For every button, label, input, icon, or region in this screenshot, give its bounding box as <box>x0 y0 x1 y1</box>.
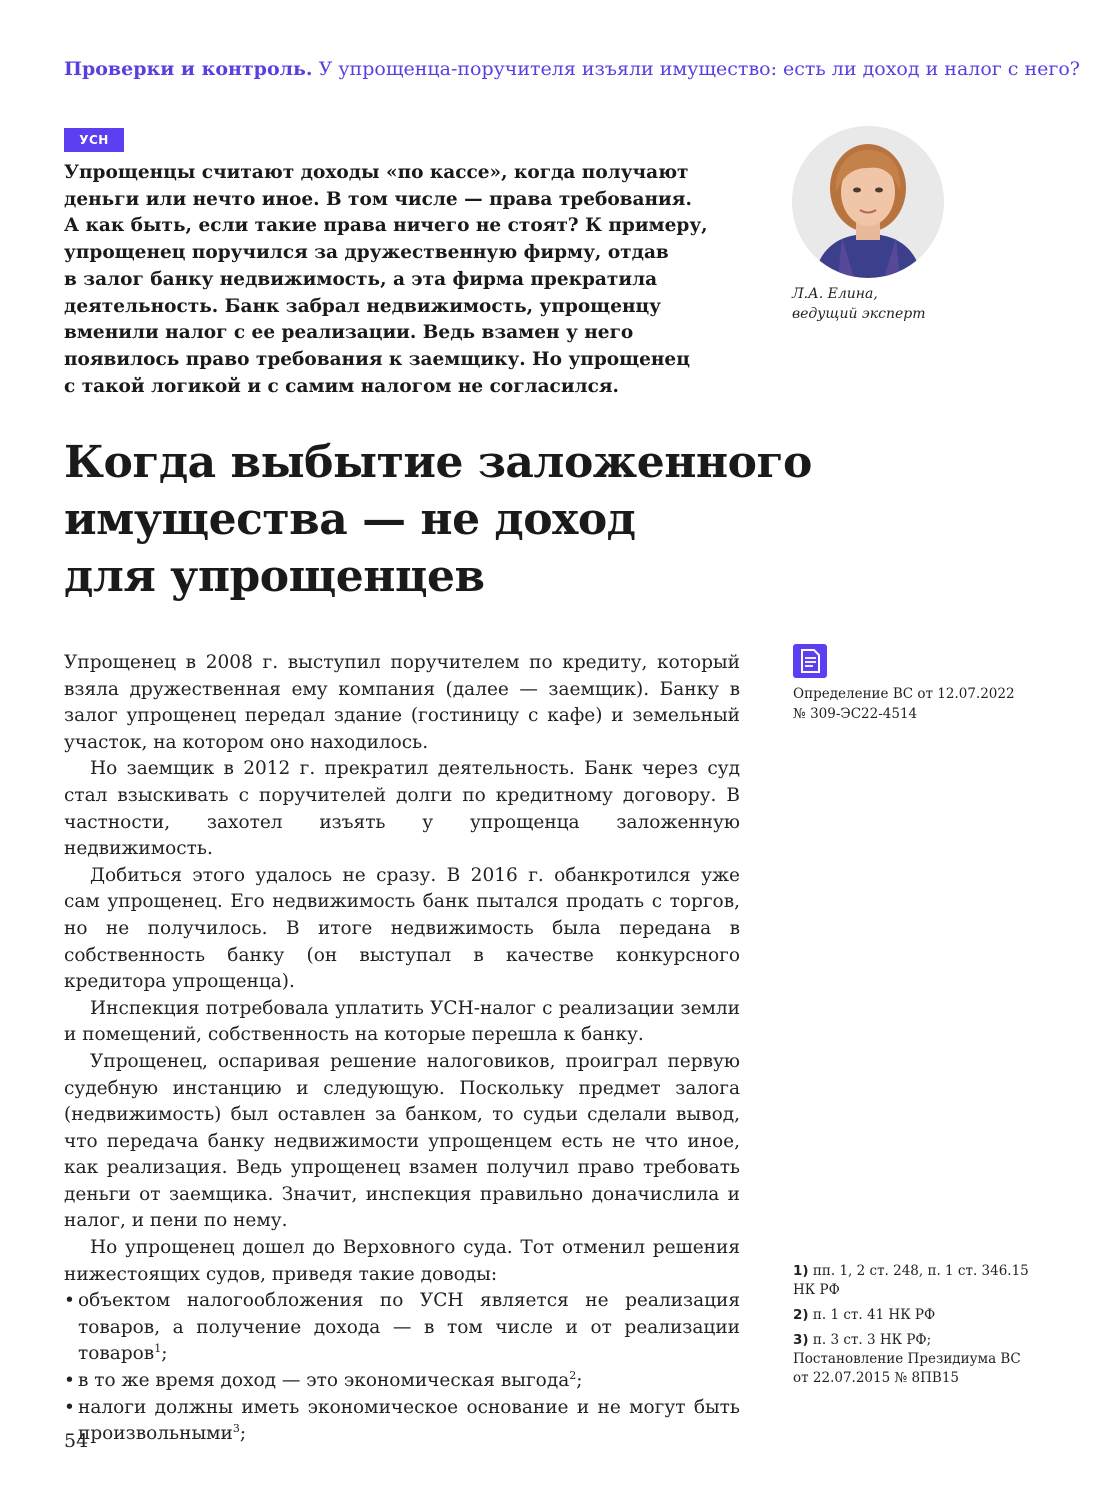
footnote-number: 1) <box>793 1263 809 1279</box>
list-item-end: ; <box>576 1370 583 1392</box>
list-item-text: налоги должны иметь экономическое основание и не могут быть произвольными <box>78 1396 740 1445</box>
lead-line: появилось право требования к заемщику. Но упрощенец <box>64 348 690 370</box>
footnotes <box>793 1262 1033 1394</box>
footnote-text: п. 1 ст. 41 НК РФ <box>812 1307 936 1323</box>
footnote <box>793 1306 1033 1325</box>
footnote <box>793 1331 1033 1388</box>
body-paragraph: Инспекция потребовала уплатить УСН-налог с реализации земли и помещений, собственность на которые перешла к банку. <box>64 997 740 1046</box>
body-paragraph: Упрощенец в 2008 г. выступил поручителем по кредиту, который взяла дружественная ему компания (далее — заемщик). Банку в залог упрощенец передал здание (гостиницу с кафе) и земельный участок, на котором оно находилось. <box>64 652 740 753</box>
category-tag: УСН <box>64 128 124 152</box>
author-caption <box>792 284 1052 324</box>
footnote-marker: 1 <box>154 1342 162 1356</box>
list-item <box>64 1288 740 1368</box>
author-name: Л.А. Елина, <box>792 286 878 302</box>
list-item <box>64 1368 740 1395</box>
author-portrait-illustration <box>792 126 944 278</box>
running-header <box>64 56 1080 82</box>
footnote-text: п. 3 ст. 3 НК РФ; Постановление Президиума ВС от 22.07.2015 № 8ПВ15 <box>793 1332 1021 1386</box>
title-line: Когда выбытие заложенного <box>64 437 812 488</box>
list-item-text: объектом налогообложения по УСН является не реализация товаров, а получение дохода — в том числе и от реализации товаров <box>78 1290 740 1365</box>
footnote-marker: 3 <box>232 1422 240 1436</box>
lead-line: с такой логикой и с самим налогом не согласился. <box>64 375 619 397</box>
reference-line: Определение ВС от 12.07.2022 <box>793 686 1015 702</box>
lead-line: деятельность. Банк забрал недвижимость, упрощенцу <box>64 295 662 317</box>
argument-list <box>64 1288 740 1448</box>
footnote <box>793 1262 1033 1300</box>
lead-line: в залог банку недвижимость, а эта фирма прекратила <box>64 268 658 290</box>
document-icon <box>793 644 827 678</box>
body-paragraph: Но заемщик в 2012 г. прекратил деятельность. Банк через суд стал взыскивать с поручителей долги по кредитному договору. В частности, захотел изъять у упрощенца заложенную недвижимость. <box>64 758 740 860</box>
footnote-number: 3) <box>793 1332 809 1348</box>
lead-line: деньги или нечто иное. В том числе — права требования. <box>64 188 692 210</box>
header-subtitle: У упрощенца-поручителя изъяли имущество: есть ли доход и налог с него? <box>318 58 1080 80</box>
body-paragraph: Добиться этого удалось не сразу. В 2016 г. обанкротился уже сам упрощенец. Его недвижимость банк пытался продать с торгов, но не получилось. В итоге недвижимость была передана в собственность банку (он выступал в качестве конкурсного кредитора упрощенца). <box>64 864 740 993</box>
title-line: имущества — не доход <box>64 494 636 545</box>
author-role: ведущий эксперт <box>792 306 926 322</box>
section-name: Проверки и контроль. <box>64 58 313 80</box>
title-line: для упрощенцев <box>64 551 485 602</box>
footnote-marker: 2 <box>569 1368 577 1382</box>
court-reference <box>793 684 1033 724</box>
reference-line: № 309-ЭС22-4514 <box>793 706 918 722</box>
lead-line: вменили налог с ее реализации. Ведь взамен у него <box>64 322 634 344</box>
lead-line: упрощенец поручился за дружественную фирму, отдав <box>64 242 669 264</box>
article-body <box>64 650 740 1448</box>
list-item <box>64 1395 740 1448</box>
footnote-text: пп. 1, 2 ст. 248, п. 1 ст. 346.15 НК РФ <box>793 1263 1029 1298</box>
lead-line: Упрощенцы считают доходы «по кассе», когда получают <box>64 162 689 183</box>
article-title <box>64 434 924 605</box>
page-number: 54 <box>64 1430 89 1452</box>
body-paragraph: Но упрощенец дошел до Верховного суда. Тот отменил решения нижестоящих судов, приведя такие доводы: <box>64 1237 740 1285</box>
body-paragraph: Упрощенец, оспаривая решение налоговиков, проиграл первую судебную инстанцию и следующую. Поскольку предмет залога (недвижимость) был оставлен за банком, то судьи сделали вывод, что передача банку недвижимости упрощенцем есть не что иное, как реализация. Ведь упрощенец взамен получил право требовать деньги от заемщика. Значит, инспекция правильно доначислила и налог, и пени по нему. <box>64 1050 740 1232</box>
list-item-text: в то же время доход — это экономическая выгода <box>78 1370 570 1392</box>
list-item-end: ; <box>239 1423 247 1445</box>
lead-paragraph <box>64 160 744 400</box>
list-item-end: ; <box>161 1343 168 1365</box>
lead-line: А как быть, если такие права ничего не стоят? К примеру, <box>64 215 708 237</box>
footnote-number: 2) <box>793 1307 809 1323</box>
author-photo <box>792 126 944 278</box>
